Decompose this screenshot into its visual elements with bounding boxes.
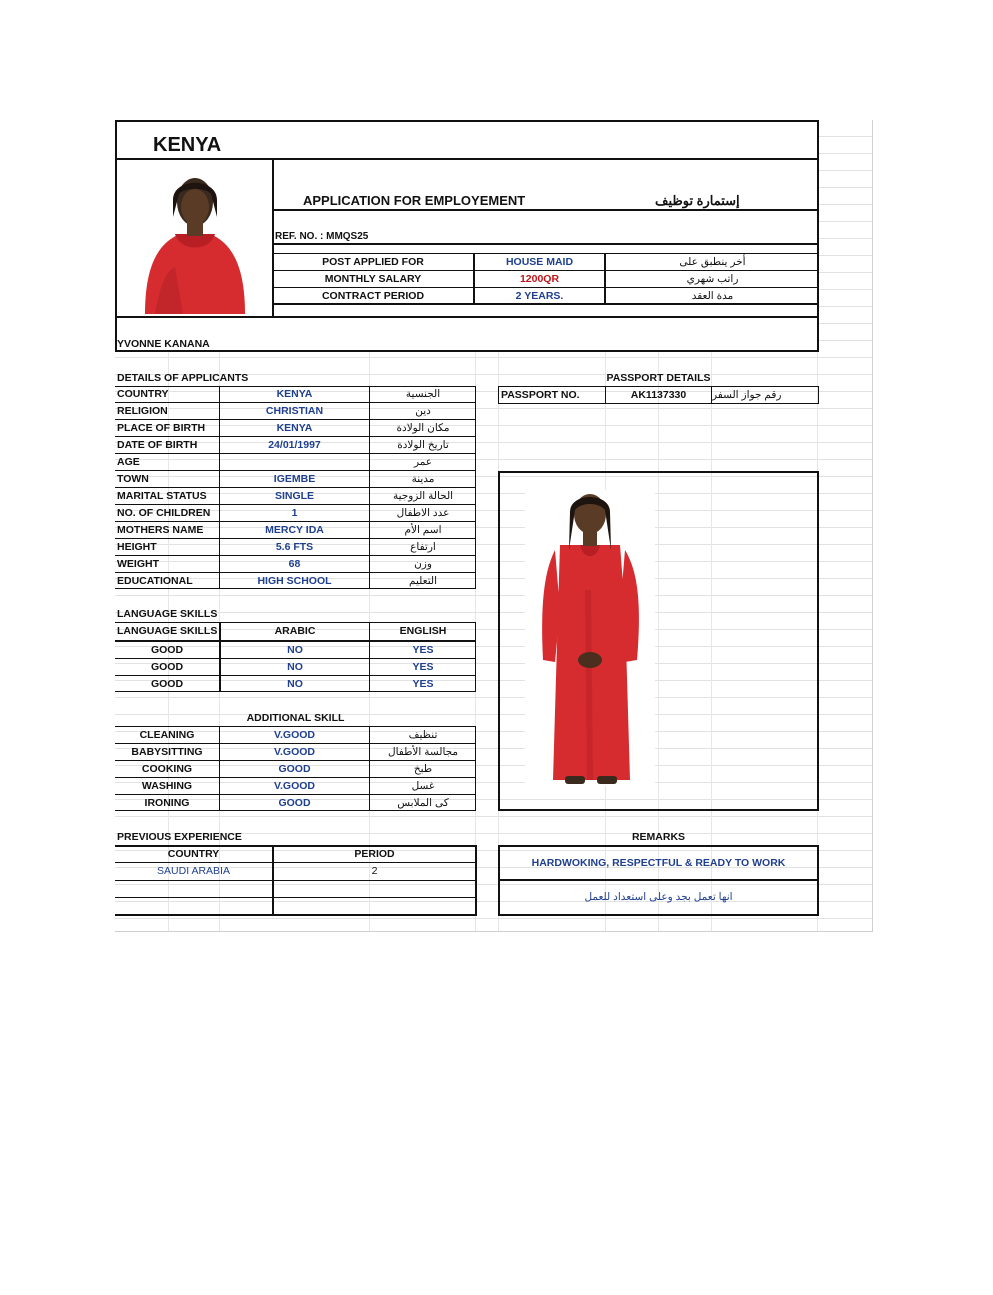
skill-name: WASHING: [141, 779, 193, 792]
skill-ar: طبخ: [413, 762, 433, 775]
passport-number: AK1137330: [630, 388, 687, 401]
applicant-photo-full: [525, 490, 655, 786]
detail-ar: تاريخ الولادة: [397, 438, 449, 451]
skill-ar: كى الملابس: [397, 796, 449, 809]
additional-heading: ADDITIONAL SKILL: [246, 711, 345, 724]
post-label: POST APPLIED FOR: [322, 255, 424, 268]
contract-value: 2 YEARS.: [515, 289, 564, 302]
detail-label: WEIGHT: [117, 557, 159, 570]
experience-period: 2: [371, 865, 378, 878]
detail-value: 1: [291, 506, 298, 519]
divider: [273, 209, 819, 211]
detail-value: [220, 454, 369, 470]
table-row: [115, 386, 476, 403]
detail-value: MERCY IDA: [265, 523, 324, 536]
language-english: YES: [412, 643, 434, 656]
divider: [475, 845, 477, 916]
detail-label: RELIGION: [117, 404, 168, 417]
experience-country: SAUDI ARABIA: [157, 865, 230, 878]
divider: [115, 897, 476, 898]
detail-label: TOWN: [117, 472, 149, 485]
language-arabic: NO: [287, 677, 303, 690]
divider: [115, 158, 819, 160]
skill-ar: مجالسة الأطفال: [387, 745, 459, 758]
contract-ar: مدة العقد: [691, 289, 734, 302]
detail-label: PLACE OF BIRTH: [117, 421, 206, 434]
passport-ar: رقم جواز السفر: [712, 388, 782, 401]
detail-label: NO. OF CHILDREN: [117, 506, 211, 519]
ref-number: REF. NO. : MMQS25: [275, 231, 369, 242]
post-ar: أخر ينطبق على: [679, 255, 746, 268]
language-level: GOOD: [150, 643, 184, 656]
detail-ar: الجنسية: [405, 387, 441, 400]
experience-heading: PREVIOUS EXPERIENCE: [117, 830, 242, 843]
language-arabic: NO: [287, 660, 303, 673]
country-title: KENYA: [153, 134, 222, 156]
skill-level: V.GOOD: [273, 745, 316, 758]
table-row: [115, 471, 476, 488]
detail-value: KENYA: [276, 387, 313, 400]
applicant-portrait-small: [135, 172, 255, 314]
detail-label: EDUCATIONAL: [117, 574, 193, 587]
experience-col-header: COUNTRY: [167, 848, 220, 861]
table-row: [115, 539, 476, 556]
detail-value: IGEMBE: [273, 472, 316, 485]
sheet-bottom-line: [115, 931, 873, 932]
detail-label: DATE OF BIRTH: [117, 438, 198, 451]
table-row: [115, 522, 476, 539]
passport-label: PASSPORT NO.: [501, 388, 580, 401]
detail-value: 24/01/1997: [268, 438, 321, 451]
detail-label: COUNTRY: [117, 387, 169, 400]
skill-level: GOOD: [278, 762, 311, 775]
detail-ar: اسم الأم: [404, 523, 442, 536]
skill-ar: تنظيف: [408, 728, 438, 741]
table-row: [115, 403, 476, 420]
detail-value: SINGLE: [274, 489, 315, 502]
details-heading: DETAILS OF APPLICANTS: [117, 371, 249, 384]
detail-ar: التعليم: [409, 574, 437, 587]
skill-ar: غسل: [411, 779, 435, 792]
divider: [115, 880, 476, 881]
language-level: GOOD: [150, 677, 184, 690]
detail-value: 5.6 FTS: [275, 540, 314, 553]
table-row: [115, 420, 476, 437]
skill-name: CLEANING: [139, 728, 195, 741]
detail-ar: عمر: [413, 455, 433, 468]
language-english: YES: [412, 677, 434, 690]
detail-label: AGE: [117, 455, 140, 468]
detail-ar: مكان الولادة: [396, 421, 450, 434]
skill-level: V.GOOD: [273, 779, 316, 792]
detail-label: MOTHERS NAME: [117, 523, 204, 536]
form-title-en: APPLICATION FOR EMPLOYEMENT: [303, 192, 526, 208]
detail-ar: مدينة: [411, 472, 435, 485]
language-col-header: LANGUAGE SKILLS: [117, 625, 218, 638]
passport-heading: PASSPORT DETAILS: [606, 371, 711, 384]
detail-value: CHRISTIAN: [265, 404, 324, 417]
skill-name: BABYSITTING: [131, 745, 203, 758]
detail-label: HEIGHT: [117, 540, 157, 553]
detail-label: MARITAL STATUS: [117, 489, 207, 502]
skill-level: GOOD: [278, 796, 311, 809]
post-value: HOUSE MAID: [505, 255, 574, 268]
salary-ar: راتب شهري: [686, 272, 739, 285]
language-heading: LANGUAGE SKILLS: [117, 607, 218, 620]
divider: [273, 243, 819, 245]
table-row: [115, 488, 476, 505]
detail-ar: عدد الاطفال: [396, 506, 450, 519]
table-row: [115, 556, 476, 573]
skill-level: V.GOOD: [273, 728, 316, 741]
remarks-en: HARDWOKING, RESPECTFUL & READY TO WORK: [531, 856, 786, 869]
remarks-heading: REMARKS: [631, 830, 686, 843]
detail-ar: وزن: [414, 557, 432, 570]
language-english: YES: [412, 660, 434, 673]
detail-value: 68: [288, 557, 301, 570]
applicant-name: YVONNE KANANA: [117, 337, 210, 350]
salary-label: MONTHLY SALARY: [324, 272, 422, 285]
skill-name: IRONING: [144, 796, 190, 809]
remarks-ar: انها تعمل بجد وعلى استعداد للعمل: [584, 891, 733, 904]
divider: [115, 350, 819, 352]
divider: [115, 914, 476, 916]
detail-ar: دين: [415, 404, 431, 417]
language-level: GOOD: [150, 660, 184, 673]
detail-value: HIGH SCHOOL: [257, 574, 332, 587]
table-row: [115, 454, 476, 471]
divider: [115, 316, 819, 318]
form-title-ar: إستمارة توظيف: [655, 192, 740, 208]
language-arabic: NO: [287, 643, 303, 656]
salary-value: 1200QR: [519, 272, 560, 285]
detail-ar: الحالة الزوجية: [392, 489, 454, 502]
skill-name: COOKING: [141, 762, 193, 775]
detail-ar: ارتفاع: [410, 540, 436, 553]
contract-label: CONTRACT PERIOD: [321, 289, 425, 302]
language-col-header: ARABIC: [274, 625, 316, 638]
table-row: [115, 437, 476, 454]
table-row: [115, 505, 476, 522]
application-sheet: [115, 120, 873, 932]
language-col-header: ENGLISH: [399, 625, 447, 638]
table-row: [115, 573, 476, 589]
detail-value: KENYA: [276, 421, 313, 434]
experience-col-header: PERIOD: [354, 848, 395, 861]
